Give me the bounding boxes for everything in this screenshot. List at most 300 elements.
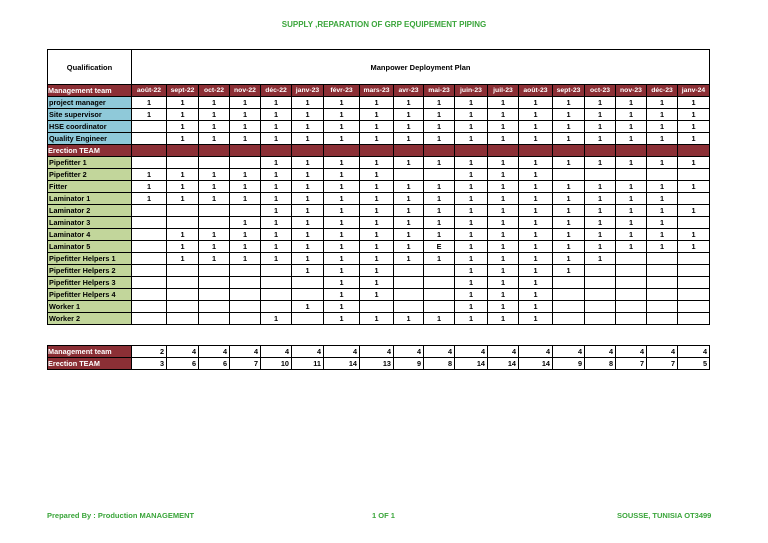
summary-cell: 7 — [230, 358, 261, 370]
table-cell: 1 — [167, 253, 199, 265]
month-header: août-23 — [519, 85, 553, 97]
summary-cell: 4 — [616, 346, 647, 358]
table-cell: 1 — [455, 121, 488, 133]
table-cell: 1 — [230, 181, 261, 193]
table-cell — [647, 289, 678, 301]
table-cell: 1 — [616, 181, 647, 193]
table-cell: 1 — [488, 109, 519, 121]
table-cell: 1 — [199, 229, 230, 241]
table-cell: 1 — [292, 109, 324, 121]
table-cell: 1 — [455, 313, 488, 325]
table-cell — [553, 169, 585, 181]
section-fill-cell — [455, 145, 488, 157]
table-cell: 1 — [585, 157, 616, 169]
table-cell — [132, 253, 167, 265]
summary-cell: 4 — [678, 346, 710, 358]
table-cell — [230, 289, 261, 301]
summary-cell: 4 — [230, 346, 261, 358]
summary-cell: 14 — [488, 358, 519, 370]
summary-cell: 6 — [167, 358, 199, 370]
table-cell: 1 — [324, 133, 360, 145]
table-cell: 1 — [647, 109, 678, 121]
summary-label: Management team — [48, 346, 132, 358]
table-cell — [616, 313, 647, 325]
table-cell — [132, 121, 167, 133]
month-header: avr-23 — [394, 85, 424, 97]
table-cell: 1 — [167, 229, 199, 241]
summary-cell: 9 — [553, 358, 585, 370]
table-cell — [199, 301, 230, 313]
summary-cell: 4 — [261, 346, 292, 358]
table-cell: 1 — [585, 109, 616, 121]
table-cell: 1 — [199, 97, 230, 109]
month-header: déc-23 — [647, 85, 678, 97]
table-cell: 1 — [394, 253, 424, 265]
table-cell — [132, 229, 167, 241]
table-cell — [616, 277, 647, 289]
summary-cell: 7 — [616, 358, 647, 370]
table-cell: 1 — [360, 265, 394, 277]
row-label: Pipefitter Helpers 1 — [48, 253, 132, 265]
table-cell: 1 — [585, 253, 616, 265]
table-cell: 1 — [394, 229, 424, 241]
table-row — [48, 301, 710, 313]
table-cell: 1 — [230, 133, 261, 145]
row-label: Laminator 3 — [48, 217, 132, 229]
table-row — [48, 97, 710, 109]
table-cell — [553, 277, 585, 289]
table-cell — [167, 301, 199, 313]
table-cell: 1 — [167, 133, 199, 145]
table-cell: 1 — [292, 205, 324, 217]
table-cell: 1 — [394, 157, 424, 169]
table-cell: 1 — [167, 121, 199, 133]
table-cell: 1 — [519, 265, 553, 277]
table-cell: 1 — [455, 109, 488, 121]
table-cell: 1 — [292, 217, 324, 229]
section-fill-cell — [585, 145, 616, 157]
table-cell: 1 — [455, 97, 488, 109]
table-cell: 1 — [488, 289, 519, 301]
manpower-table — [47, 49, 710, 325]
table-cell: 1 — [488, 133, 519, 145]
table-cell — [230, 313, 261, 325]
table-cell — [585, 289, 616, 301]
table-cell: 1 — [647, 181, 678, 193]
table-cell: 1 — [616, 217, 647, 229]
table-cell: 1 — [488, 169, 519, 181]
table-cell — [424, 169, 455, 181]
table-cell: 1 — [519, 193, 553, 205]
table-cell: 1 — [324, 121, 360, 133]
row-label: Pipefitter Helpers 4 — [48, 289, 132, 301]
table-cell — [261, 277, 292, 289]
table-cell: 1 — [616, 97, 647, 109]
table-cell: 1 — [585, 133, 616, 145]
table-cell: 1 — [488, 181, 519, 193]
table-cell: 1 — [455, 301, 488, 313]
table-cell — [132, 301, 167, 313]
table-cell: 1 — [519, 277, 553, 289]
table-cell: 1 — [261, 253, 292, 265]
summary-cell: 4 — [424, 346, 455, 358]
table-cell: 1 — [553, 205, 585, 217]
table-cell: 1 — [585, 181, 616, 193]
location: SOUSSE, TUNISIA OT3499 — [617, 511, 712, 520]
month-header: janv-23 — [292, 85, 324, 97]
qualification-header: Qualification — [48, 50, 132, 85]
table-cell — [360, 301, 394, 313]
table-cell: 1 — [519, 157, 553, 169]
table-cell — [553, 313, 585, 325]
table-cell — [678, 289, 710, 301]
section-fill-cell — [167, 145, 199, 157]
table-cell — [132, 133, 167, 145]
table-cell — [424, 277, 455, 289]
table-row — [48, 157, 710, 169]
month-header: sept-23 — [553, 85, 585, 97]
table-cell: 1 — [261, 133, 292, 145]
row-label: Laminator 5 — [48, 241, 132, 253]
table-cell — [230, 301, 261, 313]
table-cell: 1 — [292, 241, 324, 253]
table-cell: 1 — [585, 97, 616, 109]
table-cell — [647, 169, 678, 181]
table-cell: 1 — [261, 193, 292, 205]
deployment-plan-header: Manpower Deployment Plan — [132, 50, 710, 85]
table-cell: 1 — [678, 205, 710, 217]
table-cell: 1 — [678, 97, 710, 109]
table-cell: 1 — [292, 253, 324, 265]
table-cell: 1 — [394, 109, 424, 121]
table-row — [48, 205, 710, 217]
table-cell: 1 — [455, 181, 488, 193]
table-cell — [199, 157, 230, 169]
table-cell: 1 — [424, 253, 455, 265]
table-cell: 1 — [167, 193, 199, 205]
table-cell: 1 — [292, 133, 324, 145]
table-cell: 1 — [394, 241, 424, 253]
table-cell: 1 — [519, 289, 553, 301]
summary-cell: 9 — [394, 358, 424, 370]
table-cell — [678, 301, 710, 313]
table-cell: 1 — [616, 229, 647, 241]
row-label: Worker 2 — [48, 313, 132, 325]
section-fill-cell — [616, 145, 647, 157]
table-cell: 1 — [261, 229, 292, 241]
summary-cell: 4 — [167, 346, 199, 358]
table-cell: 1 — [324, 157, 360, 169]
table-cell: 1 — [360, 193, 394, 205]
table-cell: E — [424, 241, 455, 253]
table-cell: 1 — [230, 109, 261, 121]
summary-row — [48, 358, 710, 370]
table-cell — [394, 301, 424, 313]
month-header: août-22 — [132, 85, 167, 97]
month-header: nov-22 — [230, 85, 261, 97]
management-team-header — [48, 85, 710, 97]
table-cell — [292, 289, 324, 301]
section-fill-cell — [199, 145, 230, 157]
table-cell: 1 — [424, 109, 455, 121]
table-cell: 1 — [678, 133, 710, 145]
table-row — [48, 277, 710, 289]
table-row — [48, 133, 710, 145]
table-cell: 1 — [455, 289, 488, 301]
month-header: juil-23 — [488, 85, 519, 97]
table-cell — [167, 265, 199, 277]
table-cell: 1 — [199, 169, 230, 181]
summary-cell: 14 — [324, 358, 360, 370]
table-cell: 1 — [360, 181, 394, 193]
table-cell: 1 — [292, 265, 324, 277]
table-cell: 1 — [230, 193, 261, 205]
table-cell: 1 — [199, 241, 230, 253]
summary-cell: 4 — [519, 346, 553, 358]
section-fill-cell — [324, 145, 360, 157]
table-cell — [585, 265, 616, 277]
table-cell: 1 — [455, 217, 488, 229]
table-cell: 1 — [424, 217, 455, 229]
table-cell: 1 — [553, 253, 585, 265]
summary-cell: 4 — [360, 346, 394, 358]
row-label: Fitter — [48, 181, 132, 193]
table-cell — [647, 253, 678, 265]
table-cell: 1 — [360, 277, 394, 289]
table-cell: 1 — [647, 97, 678, 109]
table-cell: 1 — [455, 205, 488, 217]
table-cell: 1 — [455, 277, 488, 289]
row-label: Pipefitter 1 — [48, 157, 132, 169]
table-cell: 1 — [455, 241, 488, 253]
table-cell: 1 — [261, 121, 292, 133]
table-cell: 1 — [132, 97, 167, 109]
summary-cell: 2 — [132, 346, 167, 358]
table-cell — [585, 169, 616, 181]
summary-cell: 4 — [199, 346, 230, 358]
table-cell — [394, 169, 424, 181]
table-cell: 1 — [647, 205, 678, 217]
table-cell: 1 — [553, 265, 585, 277]
table-cell: 1 — [132, 181, 167, 193]
table-cell: 1 — [488, 241, 519, 253]
table-cell: 1 — [167, 241, 199, 253]
table-cell: 1 — [519, 133, 553, 145]
table-cell: 1 — [455, 229, 488, 241]
table-cell: 1 — [360, 157, 394, 169]
table-cell: 1 — [616, 133, 647, 145]
table-cell — [678, 253, 710, 265]
table-cell: 1 — [424, 121, 455, 133]
table-cell: 1 — [261, 181, 292, 193]
month-header: févr-23 — [324, 85, 360, 97]
summary-cell: 4 — [455, 346, 488, 358]
table-cell: 1 — [488, 313, 519, 325]
table-cell — [167, 313, 199, 325]
table-cell: 1 — [230, 169, 261, 181]
table-cell — [678, 265, 710, 277]
table-cell: 1 — [678, 109, 710, 121]
erection-team-header-label: Erection TEAM — [48, 145, 132, 157]
table-cell — [647, 301, 678, 313]
row-label: Worker 1 — [48, 301, 132, 313]
summary-cell: 4 — [553, 346, 585, 358]
table-cell: 1 — [647, 241, 678, 253]
table-cell: 1 — [585, 229, 616, 241]
table-cell: 1 — [199, 121, 230, 133]
table-cell — [585, 277, 616, 289]
table-cell — [132, 289, 167, 301]
table-cell — [424, 265, 455, 277]
table-cell — [132, 157, 167, 169]
management-team-header-label: Management team — [48, 85, 132, 97]
table-cell — [230, 277, 261, 289]
table-cell: 1 — [519, 121, 553, 133]
summary-cell: 10 — [261, 358, 292, 370]
table-cell: 1 — [519, 181, 553, 193]
table-cell: 1 — [488, 193, 519, 205]
row-label: Pipefitter Helpers 2 — [48, 265, 132, 277]
table-cell: 1 — [616, 157, 647, 169]
table-cell — [199, 277, 230, 289]
section-fill-cell — [132, 145, 167, 157]
month-header: mars-23 — [360, 85, 394, 97]
table-cell: 1 — [616, 241, 647, 253]
month-header: nov-23 — [616, 85, 647, 97]
table-cell: 1 — [519, 229, 553, 241]
table-cell: 1 — [585, 205, 616, 217]
table-row — [48, 217, 710, 229]
section-fill-cell — [647, 145, 678, 157]
table-cell — [230, 157, 261, 169]
table-row — [48, 241, 710, 253]
table-cell: 1 — [324, 241, 360, 253]
table-row — [48, 181, 710, 193]
table-cell: 1 — [424, 193, 455, 205]
summary-cell: 4 — [647, 346, 678, 358]
table-row — [48, 229, 710, 241]
table-cell: 1 — [553, 217, 585, 229]
table-cell — [199, 205, 230, 217]
table-cell: 1 — [678, 181, 710, 193]
table-cell: 1 — [553, 241, 585, 253]
summary-table — [47, 345, 710, 370]
table-cell: 1 — [167, 97, 199, 109]
table-cell: 1 — [132, 193, 167, 205]
table-cell: 1 — [261, 169, 292, 181]
table-cell: 1 — [132, 169, 167, 181]
table-cell: 1 — [488, 301, 519, 313]
table-cell: 1 — [488, 157, 519, 169]
table-cell: 1 — [324, 313, 360, 325]
table-cell: 1 — [616, 193, 647, 205]
table-cell — [394, 277, 424, 289]
table-cell: 1 — [360, 253, 394, 265]
table-cell: 1 — [424, 205, 455, 217]
table-cell: 1 — [553, 121, 585, 133]
table-cell: 1 — [488, 229, 519, 241]
table-cell: 1 — [292, 229, 324, 241]
erection-team-header — [48, 145, 710, 157]
section-fill-cell — [488, 145, 519, 157]
table-cell: 1 — [488, 253, 519, 265]
summary-row — [48, 346, 710, 358]
table-cell — [678, 193, 710, 205]
table-cell: 1 — [324, 301, 360, 313]
table-cell — [167, 289, 199, 301]
table-row — [48, 313, 710, 325]
table-cell: 1 — [553, 229, 585, 241]
table-cell: 1 — [324, 289, 360, 301]
table-cell — [132, 217, 167, 229]
table-cell — [167, 205, 199, 217]
summary-cell: 4 — [292, 346, 324, 358]
table-cell — [167, 217, 199, 229]
table-cell — [292, 277, 324, 289]
table-cell: 1 — [488, 205, 519, 217]
table-cell: 1 — [360, 109, 394, 121]
table-cell: 1 — [455, 265, 488, 277]
table-cell: 1 — [292, 193, 324, 205]
table-cell: 1 — [230, 97, 261, 109]
month-header: déc-22 — [261, 85, 292, 97]
table-cell: 1 — [519, 97, 553, 109]
table-cell: 1 — [230, 121, 261, 133]
summary-cell: 13 — [360, 358, 394, 370]
table-cell: 1 — [647, 157, 678, 169]
table-cell: 1 — [678, 241, 710, 253]
row-label: Quality Engineer — [48, 133, 132, 145]
table-cell — [678, 277, 710, 289]
summary-cell: 11 — [292, 358, 324, 370]
table-cell: 1 — [230, 217, 261, 229]
table-cell — [678, 169, 710, 181]
month-header: juin-23 — [455, 85, 488, 97]
section-fill-cell — [519, 145, 553, 157]
table-cell: 1 — [455, 133, 488, 145]
section-fill-cell — [424, 145, 455, 157]
summary-label: Erection TEAM — [48, 358, 132, 370]
table-cell: 1 — [360, 241, 394, 253]
table-cell: 1 — [585, 241, 616, 253]
table-cell: 1 — [230, 253, 261, 265]
summary-cell: 3 — [132, 358, 167, 370]
table-cell — [132, 277, 167, 289]
table-cell: 1 — [324, 229, 360, 241]
table-cell: 1 — [647, 121, 678, 133]
document-title: SUPPLY ,REPARATION OF GRP EQUIPEMENT PIPING — [281, 20, 487, 29]
table-cell — [616, 265, 647, 277]
table-cell: 1 — [230, 241, 261, 253]
table-row — [48, 193, 710, 205]
month-header: mai-23 — [424, 85, 455, 97]
table-cell: 1 — [360, 97, 394, 109]
summary-cell: 4 — [394, 346, 424, 358]
table-cell — [647, 313, 678, 325]
table-cell: 1 — [324, 169, 360, 181]
table-cell: 1 — [360, 229, 394, 241]
table-cell: 1 — [324, 181, 360, 193]
section-fill-cell — [292, 145, 324, 157]
table-cell: 1 — [324, 109, 360, 121]
table-cell — [394, 289, 424, 301]
table-cell: 1 — [394, 193, 424, 205]
table-cell: 1 — [199, 253, 230, 265]
table-cell: 1 — [394, 97, 424, 109]
table-cell: 1 — [230, 229, 261, 241]
month-header: oct-23 — [585, 85, 616, 97]
row-label: Laminator 1 — [48, 193, 132, 205]
